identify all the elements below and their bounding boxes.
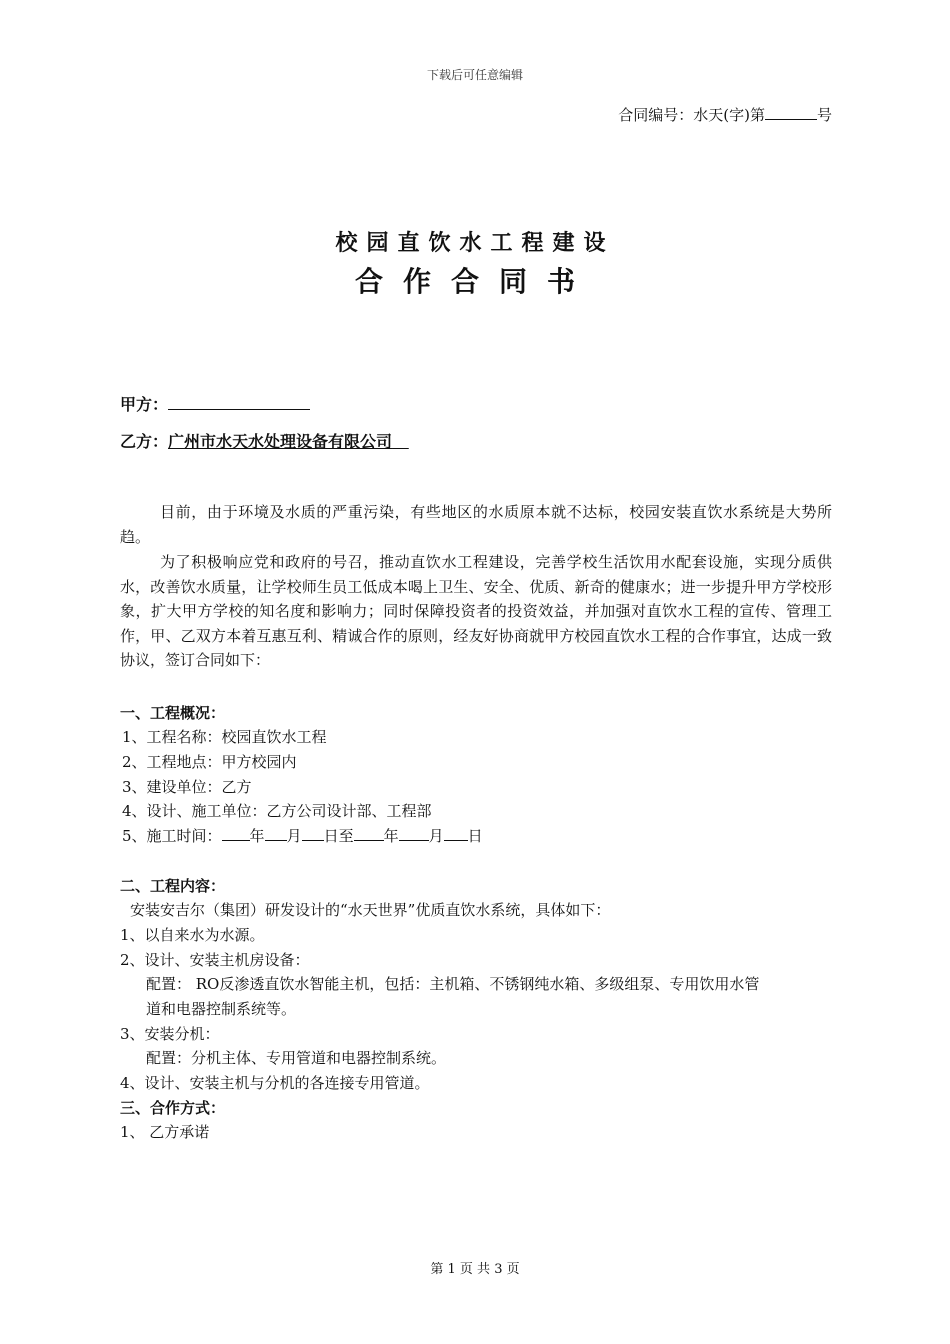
contract-number-suffix: 号 <box>816 106 832 124</box>
section1-item-3: 3、建设单位：乙方 <box>122 778 252 796</box>
contract-number <box>618 104 832 125</box>
section2-item-1: 1、以自来水为水源。 <box>120 926 265 944</box>
section1-heading: 一、工程概况： <box>120 704 226 722</box>
section2-item-3-config: 配置：分机主体、专用管道和电器控制系统。 <box>146 1049 447 1067</box>
title-line2: 合作合同书 <box>354 265 595 298</box>
section1-item-1: 1、工程名称：校园直饮水工程 <box>122 728 327 746</box>
section2-item-4: 4、设计、安装主机与分机的各连接专用管道。 <box>120 1074 430 1092</box>
section3-heading: 三、合作方式： <box>120 1099 226 1117</box>
section2-lead: 安装安吉尔（集团）研发设计的“水天世界”优质直饮水系统，具体如下： <box>130 901 611 919</box>
party-b-name: 广州市水天水处理设备有限公司 <box>168 432 393 451</box>
party-b-label: 乙方： <box>120 432 169 451</box>
section2-heading: 二、工程内容： <box>120 877 226 895</box>
section1-item-2: 2、工程地点：甲方校园内 <box>122 753 297 771</box>
party-b <box>120 429 409 452</box>
section2-item-2: 2、设计、安装主机房设备： <box>120 951 310 969</box>
section3-item-1: 1、 乙方承诺 <box>120 1123 210 1141</box>
intro-paragraph-2: 为了积极响应党和政府的号召，推动直饮水工程建设，完善学校生活饮用水配套设施，实现分质供水，改善饮水质量，让学校师生员工低成本喝上卫生、安全、优质、新奇的健康水；进一步提升甲方学校形象，扩大甲方学校的知名度和影响力；同时保障投资者的投资效益，并加强对直饮水工程的宣传、管理工作，甲、乙双方本着互惠互利、精诚合作的原则，经友好协商就甲方校园直饮水工程的合作事宜，达成一致协议，签订合同如下： <box>120 553 832 670</box>
header-note: 下载后可任意编辑 <box>426 68 523 82</box>
party-a-label: 甲方： <box>120 395 169 414</box>
contract-number-blank <box>765 105 817 120</box>
section1-item-4: 4、设计、施工单位：乙方公司设计部、工程部 <box>122 802 432 820</box>
section2-item-3: 3、安装分机： <box>120 1025 220 1043</box>
section2-item-2-config-line1: 配置： RO反渗透直饮水智能主机，包括：主机箱、不锈钢纯水箱、多级组泵、专用饮用水管 <box>146 975 760 993</box>
contract-number-prefix: 合同编号：水天(字)第 <box>618 106 765 124</box>
party-a-blank <box>168 395 310 410</box>
section2-item-2-config-line2: 道和电器控制系统等。 <box>146 1000 297 1018</box>
title-line1: 校园直饮水工程建设 <box>335 231 615 256</box>
party-a <box>120 392 310 415</box>
intro-paragraph-1: 目前，由于环境及水质的严重污染，有些地区的水质原本就不达标，校园安装直饮水系统是大势所趋。 <box>120 503 832 546</box>
section1-item-5-construction-time: 5、施工时间： 年 月 日至 年 月 日 <box>122 827 483 845</box>
page-footer: 第 1 页 共 3 页 <box>430 1262 520 1277</box>
